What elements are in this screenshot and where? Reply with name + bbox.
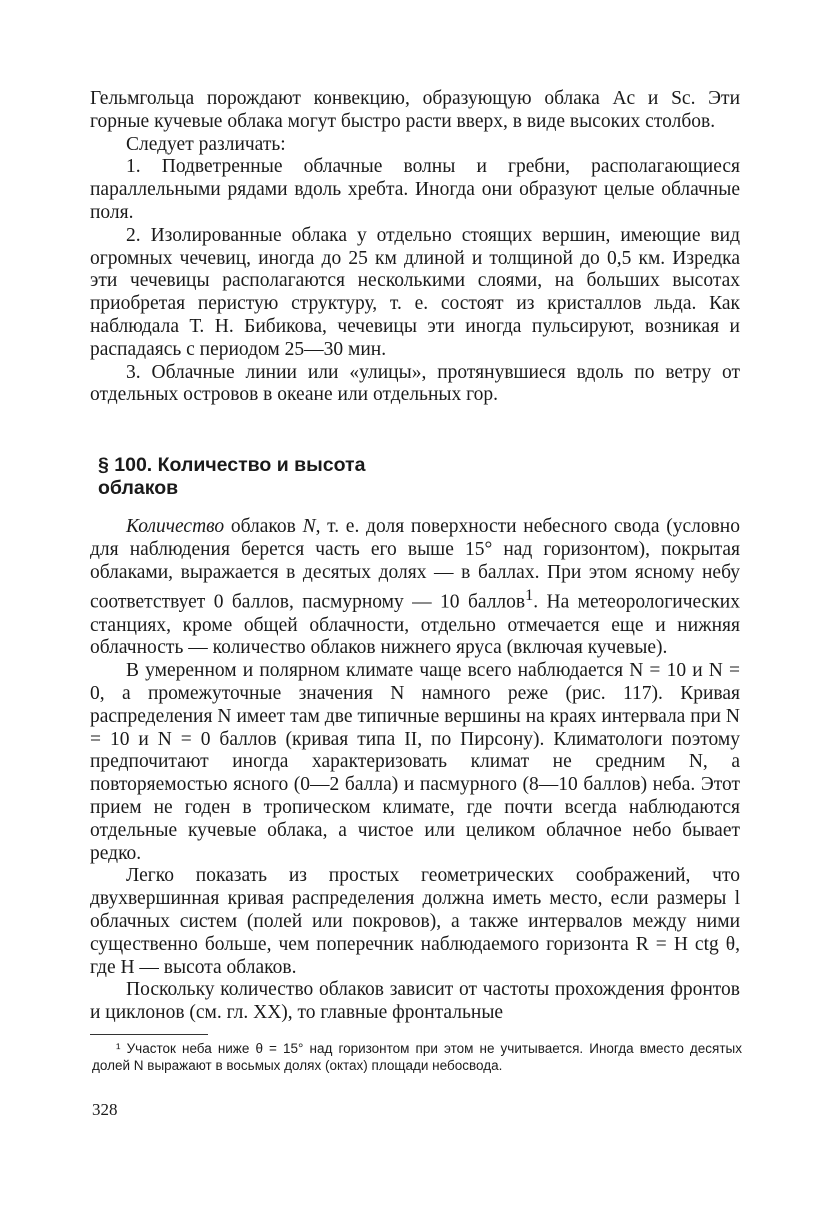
paragraph: Гельмгольца порождают конвекцию, образующую облака Ac и Sc. Эти горные кучевые облака могут быстро расти вверх, в виде высоких столбов. [90,88,740,132]
footnote-divider [90,1034,208,1035]
paragraph [90,516,740,660]
paragraph: Следует различать: [126,133,286,155]
paragraph: Легко показать из простых геометрических соображений, что двухвершинная кривая распределения должна иметь место, если размеры l облачных систем (полей или покровов), а также интервалов между ними существенно больше, чем поперечник наблюдаемого горизонта R = H ctg θ, где H — высота облаков. [90,865,740,978]
section-heading-line: облаков [98,477,179,499]
list-item: 1. Подветренные облачные волны и гребни, располагающиеся параллельными рядами вдоль хребта. Иногда они образуют целые облачные поля. [90,156,740,223]
paragraph: В умеренном и полярном климате чаще всего наблюдается N = 10 и N = 0, а промежуточные значения N намного реже (рис. 117). Кривая распределения N имеет там две типичные вершины на краях интервала при N = 10 и N = 0 баллов (кривая типа II, по Пирсону). Климатологи поэтому предпочитают иногда характеризовать климат не средним N, а повторяемостью ясного (0—2 балла) и пасмурного (8—10 баллов) неба. Этот прием не годен в тропическом климате, где почти всегда наблюдаются отдельные кучевые облака, а чистое или целиком облачное небо бывает редко. [90,660,740,864]
text-block-main [90,516,740,1025]
paragraph: Поскольку количество облаков зависит от частоты прохождения фронтов и циклонов (см. гл. XX), то главные фронтальные [90,979,740,1024]
text-run: облаков [224,516,303,537]
text-run: . На метеорологических станциях, кроме общей облачности, отдельно отмечается еще и нижняя облачность — количество облаков нижнего яруса (включая кучевые). [90,591,740,659]
list-item: 2. Изолированные облака у отдельно стоящих вершин, имеющие вид огромных чечевиц, иногда до 25 км длиной и толщиной до 0,5 км. Изредка эти чечевицы располагаются несколькими слоями, на больших высотах приобретая перистую структуру, т. е. состоят из кристаллов льда. Как наблюдала Т. Н. Бибикова, чечевицы эти иногда пульсируют, возникая и распадаясь с периодом 25—30 мин. [90,224,740,360]
footnote-text: ¹ Участок неба ниже θ = 15° над горизонтом при этом не учитывается. Иногда вместо десятых долей N выражают в восьмых долях (октах) площади небосвода. [92,1041,742,1073]
text-block-top [90,88,740,407]
page-number: 328 [92,1100,118,1119]
footnote-ref: 1 [525,586,534,605]
section-heading [98,454,498,500]
variable: N [302,516,316,537]
italic-term: Количество [126,516,225,537]
section-heading-line: § 100. Количество и высота [98,454,366,476]
list-item: 3. Облачные линии или «улицы», протянувшиеся вдоль по ветру от отдельных островов в океане или отдельных гор. [90,361,740,406]
text-run: , т. е. доля поверхности небесного свода (условно для наблюдения берется часть его выше 15° над горизонтом), покрытая облаками, выражается в десятых долях — в баллах. При этом ясному небу соответствует 0 баллов, пасмурному — 10 баллов [90,516,740,613]
footnote [92,1040,742,1074]
